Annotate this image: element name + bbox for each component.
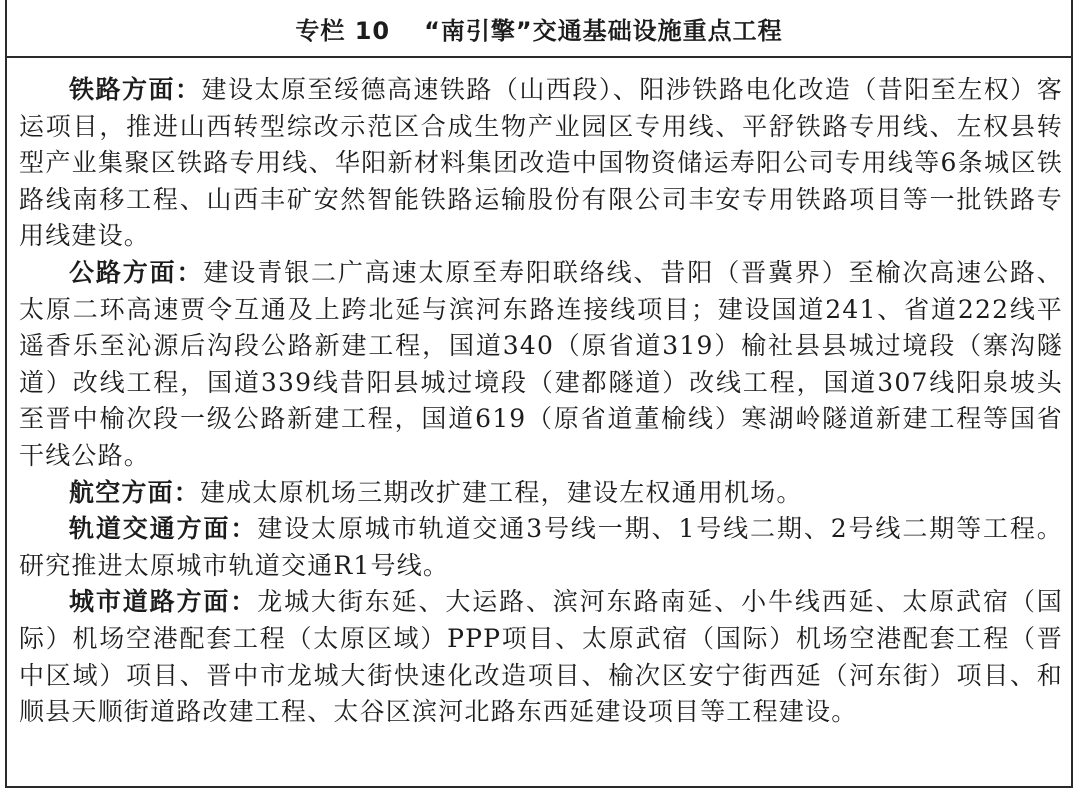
section-heading: 铁路方面： [69,75,202,104]
section-aviation [19,475,1063,512]
section-highway [19,255,1063,475]
section-urban-roads [19,584,1063,730]
section-text: 建设太原城市轨道交通3号线一期、1号线二期、2号线二期等工程。研究推进太原城市轨道交通R1号线。 [19,514,1064,580]
section-rail-transit [19,511,1063,584]
section-heading: 轨道交通方面： [69,514,258,544]
column-title: “南引擎”交通基础设施重点工程 [424,16,783,45]
box-body [19,72,1063,731]
section-text: 建设青银二广高速太原至寿阳联络线、昔阳（晋冀界）至榆次高速公路、太原二环高速贾令互通及上跨北延与滨河东路连接线项目；建设国道241、省道222线平遥香乐至沁源后沟段公路新建工程，国道340（原省道319）榆社县县城过境段（寨沟隧道）改线工程，国道339线昔阳县城过境段（建都隧道）改线工程，国道307线阳泉坡头至晋中榆次段一级公路新建工程，国道619（原省道董榆线）寒湖岭隧道新建工程等国省干线公路。 [19,257,1063,470]
section-text: 建设太原至绥德高速铁路（山西段）、阳涉铁路电化改造（昔阳至左权）客运项目，推进山西转型综改示范区合成生物产业园区专用线、平舒铁路专用线、左权县转型产业集聚区铁路专用线、华阳新材料集团改造中国物资储运寿阳公司专用线等6条城区铁路线南移工程、山西丰矿安然智能铁路运输股份有限公司丰安专用铁路项目等一批铁路专用线建设。 [19,75,1063,251]
feature-box [5,0,1073,788]
section-heading: 公路方面： [69,257,204,287]
column-number: 专栏 10 [295,16,391,45]
section-text: 龙城大街东延、大运路、滨河东路南延、小牛线西延、太原武宿（国际）机场空港配套工程（太原区域）PPP项目、太原武宿（国际）机场空港配套工程（晋中区域）项目、晋中市龙城大街快速化改造项目、榆次区安宁街西延（河东街）项目、和顺县天顺街道路改建工程、太谷区滨河北路东西延建设项目等工程建设。 [19,587,1063,727]
section-heading: 航空方面： [69,477,201,507]
section-text: 建成太原机场三期改扩建工程，建设左权通用机场。 [200,477,803,507]
box-title [7,0,1071,58]
section-railway [19,72,1063,255]
section-heading: 城市道路方面： [69,587,258,617]
